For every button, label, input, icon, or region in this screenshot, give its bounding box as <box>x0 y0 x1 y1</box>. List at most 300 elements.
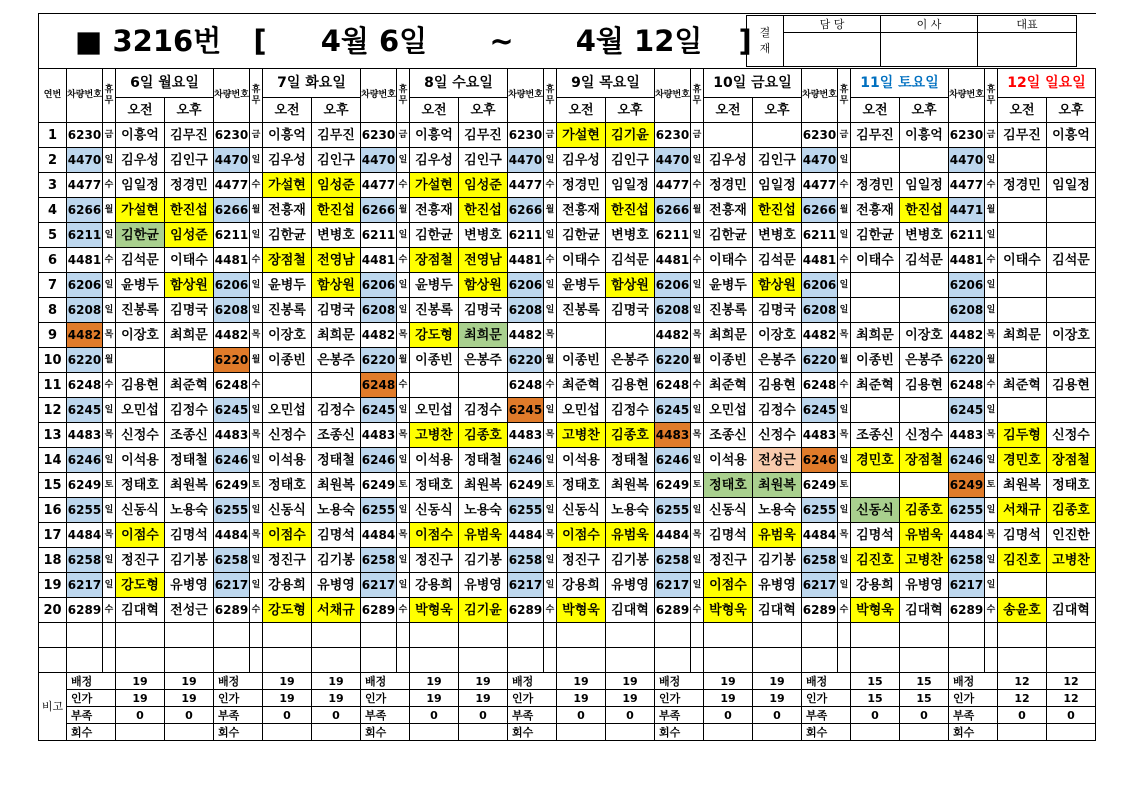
rest-day-cell[interactable]: 일 <box>397 148 410 173</box>
car-number-cell[interactable]: 6266 <box>361 198 397 223</box>
am-driver-cell[interactable]: 강도형 <box>263 598 312 623</box>
car-number-cell[interactable]: 6230 <box>949 123 985 148</box>
empty-cell[interactable] <box>508 648 544 673</box>
rest-day-cell[interactable]: 토 <box>250 473 263 498</box>
am-driver-cell[interactable]: 김두형 <box>998 423 1047 448</box>
rest-day-cell[interactable]: 일 <box>397 498 410 523</box>
empty-cell[interactable] <box>397 648 410 673</box>
pm-driver-cell[interactable]: 이장호 <box>900 323 949 348</box>
am-driver-cell[interactable] <box>851 148 900 173</box>
car-number-cell[interactable]: 6208 <box>214 298 250 323</box>
am-driver-cell[interactable]: 최희문 <box>851 323 900 348</box>
empty-cell[interactable] <box>410 648 459 673</box>
car-number-cell[interactable]: 6255 <box>361 498 397 523</box>
car-number-cell[interactable]: 6249 <box>67 473 103 498</box>
empty-cell[interactable] <box>165 648 214 673</box>
car-number-cell[interactable]: 6255 <box>802 498 838 523</box>
rest-day-cell[interactable]: 목 <box>103 423 116 448</box>
am-driver-cell[interactable]: 최준혁 <box>998 373 1047 398</box>
pm-driver-cell[interactable]: 김용현 <box>753 373 802 398</box>
pm-driver-cell[interactable]: 김기봉 <box>459 548 508 573</box>
car-number-cell[interactable]: 6258 <box>655 548 691 573</box>
empty-cell[interactable] <box>250 648 263 673</box>
am-driver-cell[interactable]: 김우성 <box>116 148 165 173</box>
rest-day-cell[interactable]: 일 <box>691 148 704 173</box>
pm-driver-cell[interactable]: 노용숙 <box>312 498 361 523</box>
rest-day-cell[interactable]: 일 <box>838 148 851 173</box>
am-driver-cell[interactable]: 윤병두 <box>410 273 459 298</box>
car-number-cell[interactable]: 6246 <box>214 448 250 473</box>
rest-day-cell[interactable]: 수 <box>544 373 557 398</box>
car-number-cell[interactable]: 6211 <box>655 223 691 248</box>
am-driver-cell[interactable]: 정진구 <box>410 548 459 573</box>
rest-day-cell[interactable]: 수 <box>103 373 116 398</box>
pm-driver-cell[interactable]: 최원복 <box>459 473 508 498</box>
car-number-cell[interactable]: 6208 <box>655 298 691 323</box>
am-driver-cell[interactable]: 고병찬 <box>557 423 606 448</box>
pm-driver-cell[interactable]: 서채규 <box>312 598 361 623</box>
pm-driver-cell[interactable] <box>900 398 949 423</box>
pm-driver-cell[interactable]: 임일정 <box>753 173 802 198</box>
rest-day-cell[interactable]: 일 <box>250 548 263 573</box>
car-number-cell[interactable]: 6255 <box>508 498 544 523</box>
empty-cell[interactable] <box>103 648 116 673</box>
empty-cell[interactable] <box>459 648 508 673</box>
am-driver-cell[interactable]: 진봉록 <box>557 298 606 323</box>
rest-day-cell[interactable]: 토 <box>838 473 851 498</box>
am-driver-cell[interactable]: 김우성 <box>557 148 606 173</box>
car-number-cell[interactable]: 4482 <box>655 323 691 348</box>
am-driver-cell[interactable]: 김무진 <box>851 123 900 148</box>
rest-day-cell[interactable]: 목 <box>544 323 557 348</box>
car-number-cell[interactable]: 6211 <box>67 223 103 248</box>
car-number-cell[interactable]: 4477 <box>802 173 838 198</box>
am-driver-cell[interactable]: 강용희 <box>557 573 606 598</box>
am-driver-cell[interactable]: 신정수 <box>116 423 165 448</box>
pm-driver-cell[interactable] <box>900 298 949 323</box>
rest-day-cell[interactable]: 일 <box>544 398 557 423</box>
empty-cell[interactable] <box>557 623 606 648</box>
car-number-cell[interactable]: 4484 <box>67 523 103 548</box>
pm-driver-cell[interactable]: 유병영 <box>459 573 508 598</box>
rest-day-cell[interactable]: 월 <box>691 198 704 223</box>
car-number-cell[interactable]: 6289 <box>67 598 103 623</box>
car-number-cell[interactable]: 6289 <box>508 598 544 623</box>
am-driver-cell[interactable]: 최희문 <box>704 323 753 348</box>
pm-driver-cell[interactable]: 최희문 <box>312 323 361 348</box>
am-driver-cell[interactable]: 정태호 <box>704 473 753 498</box>
am-driver-cell[interactable]: 최준혁 <box>557 373 606 398</box>
car-number-cell[interactable]: 4483 <box>67 423 103 448</box>
rest-day-cell[interactable]: 일 <box>985 548 998 573</box>
rest-day-cell[interactable]: 월 <box>544 198 557 223</box>
rest-day-cell[interactable]: 목 <box>250 423 263 448</box>
rest-day-cell[interactable]: 수 <box>985 373 998 398</box>
rest-day-cell[interactable]: 일 <box>103 398 116 423</box>
am-driver-cell[interactable]: 이종빈 <box>263 348 312 373</box>
car-number-cell[interactable]: 4483 <box>508 423 544 448</box>
car-number-cell[interactable]: 6217 <box>214 573 250 598</box>
am-driver-cell[interactable]: 송윤호 <box>998 598 1047 623</box>
pm-driver-cell[interactable]: 전영남 <box>459 248 508 273</box>
empty-cell[interactable] <box>214 648 250 673</box>
empty-cell[interactable] <box>459 623 508 648</box>
am-driver-cell[interactable]: 경민호 <box>851 448 900 473</box>
empty-cell[interactable] <box>116 648 165 673</box>
car-number-cell[interactable]: 6220 <box>802 348 838 373</box>
rest-day-cell[interactable]: 일 <box>103 448 116 473</box>
rest-day-cell[interactable]: 일 <box>838 298 851 323</box>
rest-day-cell[interactable]: 목 <box>838 523 851 548</box>
rest-day-cell[interactable]: 일 <box>250 223 263 248</box>
car-number-cell[interactable]: 6208 <box>802 298 838 323</box>
pm-driver-cell[interactable]: 김명국 <box>753 298 802 323</box>
am-driver-cell[interactable] <box>998 398 1047 423</box>
pm-driver-cell[interactable]: 최준혁 <box>165 373 214 398</box>
rest-day-cell[interactable]: 수 <box>838 173 851 198</box>
rest-day-cell[interactable]: 일 <box>397 573 410 598</box>
rest-day-cell[interactable]: 수 <box>985 598 998 623</box>
am-driver-cell[interactable]: 최희문 <box>998 323 1047 348</box>
car-number-cell[interactable]: 6248 <box>67 373 103 398</box>
signature-box-daepyo[interactable] <box>978 33 1077 67</box>
empty-cell[interactable] <box>263 623 312 648</box>
pm-driver-cell[interactable]: 유병영 <box>312 573 361 598</box>
car-number-cell[interactable]: 6208 <box>508 298 544 323</box>
rest-day-cell[interactable]: 일 <box>544 548 557 573</box>
car-number-cell[interactable]: 4482 <box>67 323 103 348</box>
empty-cell[interactable] <box>900 648 949 673</box>
pm-driver-cell[interactable]: 김기윤 <box>606 123 655 148</box>
pm-driver-cell[interactable] <box>606 323 655 348</box>
pm-driver-cell[interactable]: 이태수 <box>165 248 214 273</box>
pm-driver-cell[interactable]: 유병영 <box>606 573 655 598</box>
am-driver-cell[interactable]: 박형욱 <box>851 598 900 623</box>
car-number-cell[interactable]: 6249 <box>655 473 691 498</box>
rest-day-cell[interactable]: 월 <box>397 348 410 373</box>
pm-driver-cell[interactable]: 김명국 <box>606 298 655 323</box>
am-driver-cell[interactable]: 김명석 <box>851 523 900 548</box>
am-driver-cell[interactable]: 최원복 <box>998 473 1047 498</box>
am-driver-cell[interactable]: 신동식 <box>557 498 606 523</box>
pm-driver-cell[interactable]: 이장호 <box>1047 323 1096 348</box>
pm-driver-cell[interactable]: 신정수 <box>753 423 802 448</box>
pm-driver-cell[interactable]: 김석문 <box>1047 248 1096 273</box>
rest-day-cell[interactable]: 일 <box>985 223 998 248</box>
am-driver-cell[interactable]: 신동식 <box>410 498 459 523</box>
am-driver-cell[interactable] <box>998 148 1047 173</box>
am-driver-cell[interactable]: 이점수 <box>116 523 165 548</box>
car-number-cell[interactable]: 6258 <box>67 548 103 573</box>
car-number-cell[interactable]: 4481 <box>949 248 985 273</box>
am-driver-cell[interactable]: 강용희 <box>263 573 312 598</box>
am-driver-cell[interactable]: 신동식 <box>116 498 165 523</box>
empty-cell[interactable] <box>312 648 361 673</box>
car-number-cell[interactable]: 4484 <box>508 523 544 548</box>
pm-driver-cell[interactable]: 노용숙 <box>459 498 508 523</box>
car-number-cell[interactable]: 6248 <box>214 373 250 398</box>
empty-cell[interactable] <box>39 623 67 648</box>
am-driver-cell[interactable]: 오민섭 <box>116 398 165 423</box>
car-number-cell[interactable]: 6220 <box>949 348 985 373</box>
am-driver-cell[interactable]: 오민섭 <box>263 398 312 423</box>
rest-day-cell[interactable]: 일 <box>691 548 704 573</box>
car-number-cell[interactable]: 6289 <box>949 598 985 623</box>
pm-driver-cell[interactable]: 고병찬 <box>1047 548 1096 573</box>
empty-cell[interactable] <box>67 623 103 648</box>
rest-day-cell[interactable]: 수 <box>103 173 116 198</box>
am-driver-cell[interactable]: 김우성 <box>704 148 753 173</box>
empty-cell[interactable] <box>263 648 312 673</box>
rest-day-cell[interactable]: 금 <box>838 123 851 148</box>
rest-day-cell[interactable]: 목 <box>544 523 557 548</box>
car-number-cell[interactable]: 4470 <box>655 148 691 173</box>
am-driver-cell[interactable]: 이점수 <box>557 523 606 548</box>
pm-driver-cell[interactable]: 임성준 <box>312 173 361 198</box>
am-driver-cell[interactable]: 이석용 <box>410 448 459 473</box>
am-driver-cell[interactable]: 장점철 <box>263 248 312 273</box>
pm-driver-cell[interactable]: 김명국 <box>165 298 214 323</box>
empty-cell[interactable] <box>410 623 459 648</box>
rest-day-cell[interactable]: 일 <box>691 498 704 523</box>
car-number-cell[interactable]: 6217 <box>508 573 544 598</box>
am-driver-cell[interactable]: 전흥재 <box>704 198 753 223</box>
car-number-cell[interactable]: 6245 <box>949 398 985 423</box>
car-number-cell[interactable]: 4470 <box>802 148 838 173</box>
rest-day-cell[interactable]: 수 <box>103 248 116 273</box>
rest-day-cell[interactable]: 수 <box>691 598 704 623</box>
am-driver-cell[interactable]: 오민섭 <box>410 398 459 423</box>
rest-day-cell[interactable]: 수 <box>397 248 410 273</box>
car-number-cell[interactable]: 4481 <box>508 248 544 273</box>
pm-driver-cell[interactable]: 유범욱 <box>900 523 949 548</box>
am-driver-cell[interactable]: 진봉록 <box>704 298 753 323</box>
pm-driver-cell[interactable]: 최희문 <box>165 323 214 348</box>
rest-day-cell[interactable]: 일 <box>838 573 851 598</box>
car-number-cell[interactable]: 4477 <box>214 173 250 198</box>
am-driver-cell[interactable] <box>851 298 900 323</box>
empty-cell[interactable] <box>998 623 1047 648</box>
empty-cell[interactable] <box>655 623 691 648</box>
pm-driver-cell[interactable]: 김기봉 <box>312 548 361 573</box>
empty-cell[interactable] <box>802 648 838 673</box>
pm-driver-cell[interactable]: 함상원 <box>312 273 361 298</box>
pm-driver-cell[interactable]: 김종호 <box>606 423 655 448</box>
empty-cell[interactable] <box>103 623 116 648</box>
car-number-cell[interactable]: 6289 <box>361 598 397 623</box>
pm-driver-cell[interactable]: 김인구 <box>606 148 655 173</box>
am-driver-cell[interactable]: 정태호 <box>557 473 606 498</box>
car-number-cell[interactable]: 4483 <box>214 423 250 448</box>
car-number-cell[interactable]: 6208 <box>67 298 103 323</box>
am-driver-cell[interactable]: 이흥억 <box>410 123 459 148</box>
rest-day-cell[interactable]: 일 <box>544 298 557 323</box>
car-number-cell[interactable]: 6245 <box>508 398 544 423</box>
pm-driver-cell[interactable]: 최원복 <box>606 473 655 498</box>
car-number-cell[interactable]: 6246 <box>361 448 397 473</box>
car-number-cell[interactable]: 6230 <box>361 123 397 148</box>
rest-day-cell[interactable]: 수 <box>544 173 557 198</box>
pm-driver-cell[interactable]: 김인구 <box>753 148 802 173</box>
car-number-cell[interactable]: 6245 <box>802 398 838 423</box>
empty-cell[interactable] <box>508 623 544 648</box>
am-driver-cell[interactable] <box>410 373 459 398</box>
pm-driver-cell[interactable] <box>165 348 214 373</box>
rest-day-cell[interactable]: 일 <box>544 498 557 523</box>
car-number-cell[interactable]: 6230 <box>508 123 544 148</box>
am-driver-cell[interactable]: 김한균 <box>263 223 312 248</box>
am-driver-cell[interactable]: 가설현 <box>116 198 165 223</box>
rest-day-cell[interactable]: 월 <box>985 198 998 223</box>
empty-cell[interactable] <box>985 623 998 648</box>
pm-driver-cell[interactable]: 최희문 <box>459 323 508 348</box>
empty-cell[interactable] <box>655 648 691 673</box>
am-driver-cell[interactable]: 신동식 <box>851 498 900 523</box>
empty-cell[interactable] <box>606 648 655 673</box>
pm-driver-cell[interactable]: 함상원 <box>165 273 214 298</box>
am-driver-cell[interactable]: 전흥재 <box>410 198 459 223</box>
pm-driver-cell[interactable]: 은봉주 <box>606 348 655 373</box>
car-number-cell[interactable]: 6208 <box>949 298 985 323</box>
pm-driver-cell[interactable]: 김무진 <box>312 123 361 148</box>
pm-driver-cell[interactable] <box>1047 148 1096 173</box>
pm-driver-cell[interactable]: 전성근 <box>753 448 802 473</box>
pm-driver-cell[interactable]: 최원복 <box>312 473 361 498</box>
car-number-cell[interactable]: 4484 <box>949 523 985 548</box>
pm-driver-cell[interactable] <box>1047 573 1096 598</box>
car-number-cell[interactable]: 6266 <box>802 198 838 223</box>
rest-day-cell[interactable]: 월 <box>103 198 116 223</box>
rest-day-cell[interactable]: 일 <box>103 148 116 173</box>
am-driver-cell[interactable]: 김대혁 <box>116 598 165 623</box>
empty-cell[interactable] <box>557 648 606 673</box>
car-number-cell[interactable]: 6255 <box>655 498 691 523</box>
pm-driver-cell[interactable]: 김기봉 <box>606 548 655 573</box>
empty-cell[interactable] <box>544 623 557 648</box>
rest-day-cell[interactable]: 일 <box>838 273 851 298</box>
rest-day-cell[interactable]: 목 <box>691 323 704 348</box>
am-driver-cell[interactable]: 장점철 <box>410 248 459 273</box>
car-number-cell[interactable]: 6217 <box>802 573 838 598</box>
car-number-cell[interactable]: 6246 <box>802 448 838 473</box>
pm-driver-cell[interactable]: 정태철 <box>459 448 508 473</box>
empty-cell[interactable] <box>851 623 900 648</box>
am-driver-cell[interactable]: 전흥재 <box>263 198 312 223</box>
rest-day-cell[interactable]: 일 <box>544 273 557 298</box>
pm-driver-cell[interactable]: 한진섭 <box>606 198 655 223</box>
pm-driver-cell[interactable]: 전성근 <box>165 598 214 623</box>
rest-day-cell[interactable]: 목 <box>544 423 557 448</box>
am-driver-cell[interactable]: 김한균 <box>557 223 606 248</box>
car-number-cell[interactable]: 4477 <box>67 173 103 198</box>
rest-day-cell[interactable]: 목 <box>103 523 116 548</box>
pm-driver-cell[interactable]: 인진한 <box>1047 523 1096 548</box>
pm-driver-cell[interactable]: 임일정 <box>606 173 655 198</box>
rest-day-cell[interactable]: 일 <box>544 448 557 473</box>
car-number-cell[interactable]: 6230 <box>802 123 838 148</box>
pm-driver-cell[interactable]: 임일정 <box>900 173 949 198</box>
rest-day-cell[interactable]: 일 <box>103 298 116 323</box>
rest-day-cell[interactable]: 일 <box>691 398 704 423</box>
am-driver-cell[interactable]: 가설현 <box>557 123 606 148</box>
am-driver-cell[interactable] <box>263 373 312 398</box>
rest-day-cell[interactable]: 금 <box>691 123 704 148</box>
car-number-cell[interactable]: 6245 <box>67 398 103 423</box>
empty-cell[interactable] <box>1047 648 1096 673</box>
pm-driver-cell[interactable] <box>1047 348 1096 373</box>
am-driver-cell[interactable]: 신동식 <box>704 498 753 523</box>
pm-driver-cell[interactable]: 김정수 <box>753 398 802 423</box>
car-number-cell[interactable]: 6255 <box>67 498 103 523</box>
rest-day-cell[interactable]: 토 <box>544 473 557 498</box>
pm-driver-cell[interactable]: 김용현 <box>606 373 655 398</box>
am-driver-cell[interactable]: 윤병두 <box>704 273 753 298</box>
car-number-cell[interactable]: 4477 <box>508 173 544 198</box>
car-number-cell[interactable]: 4470 <box>508 148 544 173</box>
pm-driver-cell[interactable]: 유범욱 <box>606 523 655 548</box>
am-driver-cell[interactable]: 김명석 <box>998 523 1047 548</box>
pm-driver-cell[interactable]: 전영남 <box>312 248 361 273</box>
car-number-cell[interactable]: 6211 <box>949 223 985 248</box>
pm-driver-cell[interactable]: 장점철 <box>900 448 949 473</box>
rest-day-cell[interactable]: 일 <box>985 398 998 423</box>
car-number-cell[interactable]: 4481 <box>655 248 691 273</box>
rest-day-cell[interactable]: 일 <box>397 223 410 248</box>
empty-cell[interactable] <box>949 648 985 673</box>
am-driver-cell[interactable]: 오민섭 <box>704 398 753 423</box>
car-number-cell[interactable]: 4484 <box>214 523 250 548</box>
rest-day-cell[interactable]: 수 <box>838 598 851 623</box>
am-driver-cell[interactable]: 김용현 <box>116 373 165 398</box>
rest-day-cell[interactable]: 월 <box>250 348 263 373</box>
empty-cell[interactable] <box>39 648 67 673</box>
pm-driver-cell[interactable] <box>1047 223 1096 248</box>
car-number-cell[interactable]: 6255 <box>214 498 250 523</box>
rest-day-cell[interactable]: 수 <box>397 173 410 198</box>
pm-driver-cell[interactable]: 김인구 <box>165 148 214 173</box>
rest-day-cell[interactable]: 일 <box>985 298 998 323</box>
pm-driver-cell[interactable]: 김정수 <box>459 398 508 423</box>
car-number-cell[interactable]: 6230 <box>67 123 103 148</box>
rest-day-cell[interactable]: 월 <box>250 198 263 223</box>
pm-driver-cell[interactable] <box>900 273 949 298</box>
pm-driver-cell[interactable]: 김종호 <box>1047 498 1096 523</box>
pm-driver-cell[interactable]: 정태호 <box>1047 473 1096 498</box>
car-number-cell[interactable]: 6217 <box>949 573 985 598</box>
pm-driver-cell[interactable] <box>1047 398 1096 423</box>
am-driver-cell[interactable]: 김진호 <box>851 548 900 573</box>
pm-driver-cell[interactable]: 임일정 <box>1047 173 1096 198</box>
am-driver-cell[interactable]: 강도형 <box>116 573 165 598</box>
car-number-cell[interactable]: 6230 <box>214 123 250 148</box>
am-driver-cell[interactable]: 김명석 <box>704 523 753 548</box>
pm-driver-cell[interactable] <box>900 148 949 173</box>
car-number-cell[interactable]: 6206 <box>508 273 544 298</box>
rest-day-cell[interactable]: 목 <box>691 423 704 448</box>
rest-day-cell[interactable]: 일 <box>985 498 998 523</box>
am-driver-cell[interactable]: 이석용 <box>116 448 165 473</box>
empty-cell[interactable] <box>361 648 397 673</box>
am-driver-cell[interactable]: 조종신 <box>704 423 753 448</box>
am-driver-cell[interactable]: 임일정 <box>116 173 165 198</box>
car-number-cell[interactable]: 6258 <box>508 548 544 573</box>
car-number-cell[interactable]: 6248 <box>508 373 544 398</box>
am-driver-cell[interactable]: 정진구 <box>704 548 753 573</box>
am-driver-cell[interactable] <box>557 323 606 348</box>
pm-driver-cell[interactable] <box>459 373 508 398</box>
pm-driver-cell[interactable]: 노용숙 <box>165 498 214 523</box>
car-number-cell[interactable]: 4484 <box>802 523 838 548</box>
